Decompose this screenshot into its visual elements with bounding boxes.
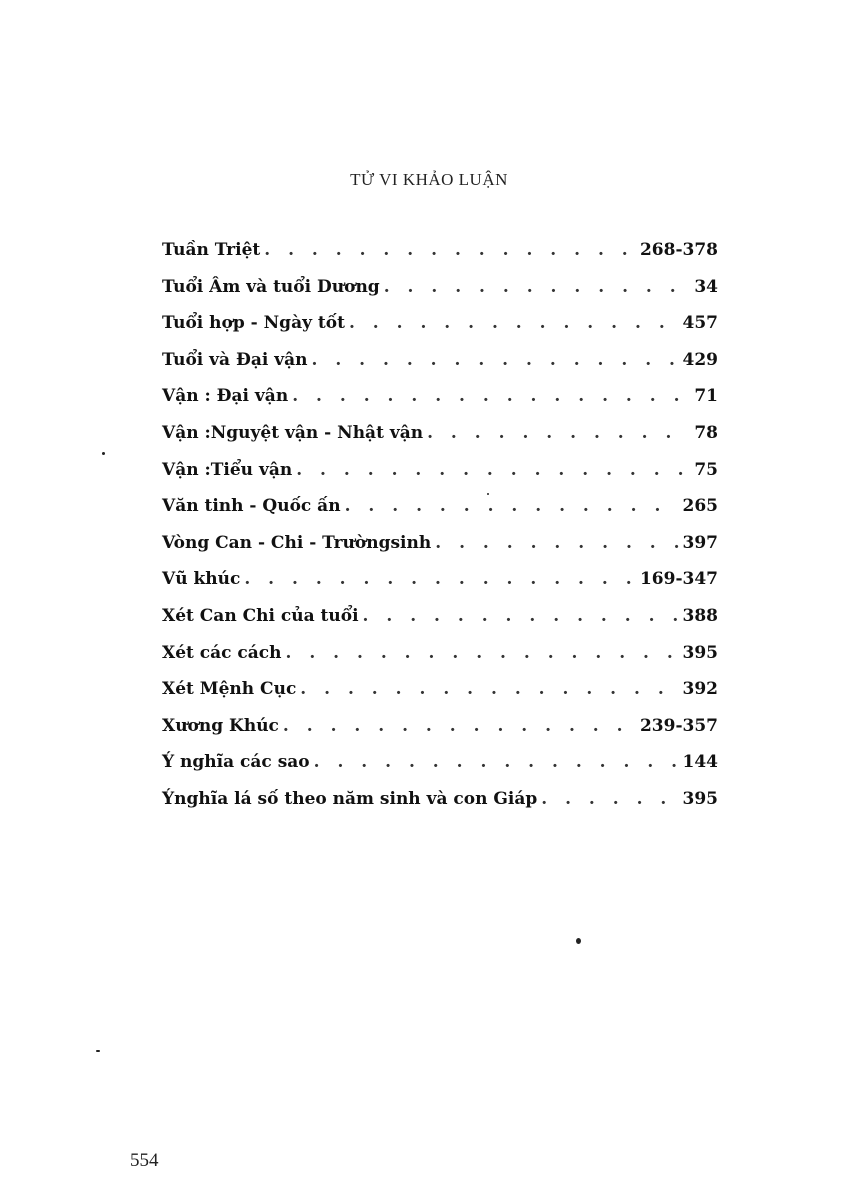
toc-entry-title: Ý nghĩa các sao [162, 752, 310, 773]
scan-speck [96, 1050, 100, 1052]
toc-entry-title: Vận :Nguyệt vận - Nhật vận [162, 422, 424, 443]
toc-leader-dots [244, 569, 636, 589]
toc-entry-title: Xương Khúc [162, 715, 279, 736]
scan-speck [576, 938, 581, 944]
toc-entry-page: 169-347 [639, 569, 718, 590]
toc-entry-page: 397 [682, 532, 718, 553]
toc-entry-title: Ýnghĩa lá số theo năm sinh và con Giáp [162, 788, 538, 809]
toc-entry-page: 457 [682, 313, 718, 334]
toc-entry [162, 423, 718, 460]
toc-entry [162, 569, 718, 606]
toc-leader-dots [314, 752, 679, 772]
toc-leader-dots [427, 423, 690, 443]
toc-entry-title: Vũ khúc [162, 569, 241, 590]
toc-entry-page: 239-357 [639, 715, 718, 736]
toc-entry [162, 606, 718, 643]
toc-entry-page: 429 [682, 349, 718, 370]
toc-entry-title: Tuần Triệt [162, 240, 261, 260]
toc-leader-dots [292, 386, 690, 406]
toc-entry [162, 277, 718, 314]
page-number: 554 [130, 1150, 159, 1171]
toc-entry-page: 392 [682, 679, 718, 700]
toc-entry-title: Xét Can Chi của tuổi [162, 605, 359, 626]
toc-entry-title: Vận :Tiểu vận [162, 459, 293, 480]
toc-entry-title: Vòng Can - Chi - Trườngsinh [162, 532, 432, 553]
toc-entry-title: Văn tinh - Quốc ấn [162, 496, 341, 517]
toc-entry [162, 789, 718, 826]
toc-entry [162, 350, 718, 387]
toc-entry [162, 386, 718, 423]
toc-leader-dots [300, 679, 678, 699]
toc-entry-page: 395 [682, 788, 718, 809]
toc-leader-dots [435, 533, 678, 553]
toc-entry-page: 268-378 [639, 240, 718, 260]
toc-entry [162, 533, 718, 570]
toc-entry [162, 460, 718, 497]
toc-entry [162, 496, 718, 533]
toc-entry-title: Tuổi hợp - Ngày tốt [162, 313, 345, 334]
toc-leader-dots [349, 313, 679, 333]
toc-leader-dots [286, 643, 679, 663]
toc-entry [162, 240, 718, 277]
toc-entry [162, 679, 718, 716]
scan-speck [102, 452, 105, 455]
toc-leader-dots [311, 350, 678, 370]
toc-leader-dots [264, 240, 636, 260]
toc-entry-page: 265 [682, 496, 718, 517]
toc-leader-dots [541, 789, 678, 809]
toc-entry [162, 752, 718, 789]
toc-entry-page: 71 [694, 386, 718, 407]
toc-entry [162, 643, 718, 680]
toc-entry [162, 716, 718, 753]
toc-entry [162, 313, 718, 350]
toc-entry-title: Tuổi Âm và tuổi Dương [162, 276, 380, 297]
running-header: TỬ VI KHẢO LUẬN [350, 170, 508, 189]
toc-leader-dots [283, 716, 636, 736]
toc-entry-title: Xét các cách [162, 642, 282, 663]
toc-entry-title: Vận : Đại vận [162, 386, 289, 407]
table-of-contents [162, 240, 718, 826]
toc-leader-dots [296, 460, 690, 480]
toc-entry-title: Tuổi và Đại vận [162, 349, 308, 370]
toc-entry-page: 78 [694, 422, 718, 443]
toc-leader-dots [384, 277, 691, 297]
toc-entry-page: 388 [682, 605, 718, 626]
scan-speck [487, 493, 489, 495]
toc-entry-page: 395 [682, 642, 718, 663]
toc-leader-dots [345, 496, 679, 516]
toc-entry-title: Xét Mệnh Cục [162, 679, 297, 700]
toc-entry-page: 144 [682, 752, 718, 773]
toc-leader-dots [363, 606, 679, 626]
toc-entry-page: 75 [694, 459, 718, 480]
toc-entry-page: 34 [694, 276, 718, 297]
